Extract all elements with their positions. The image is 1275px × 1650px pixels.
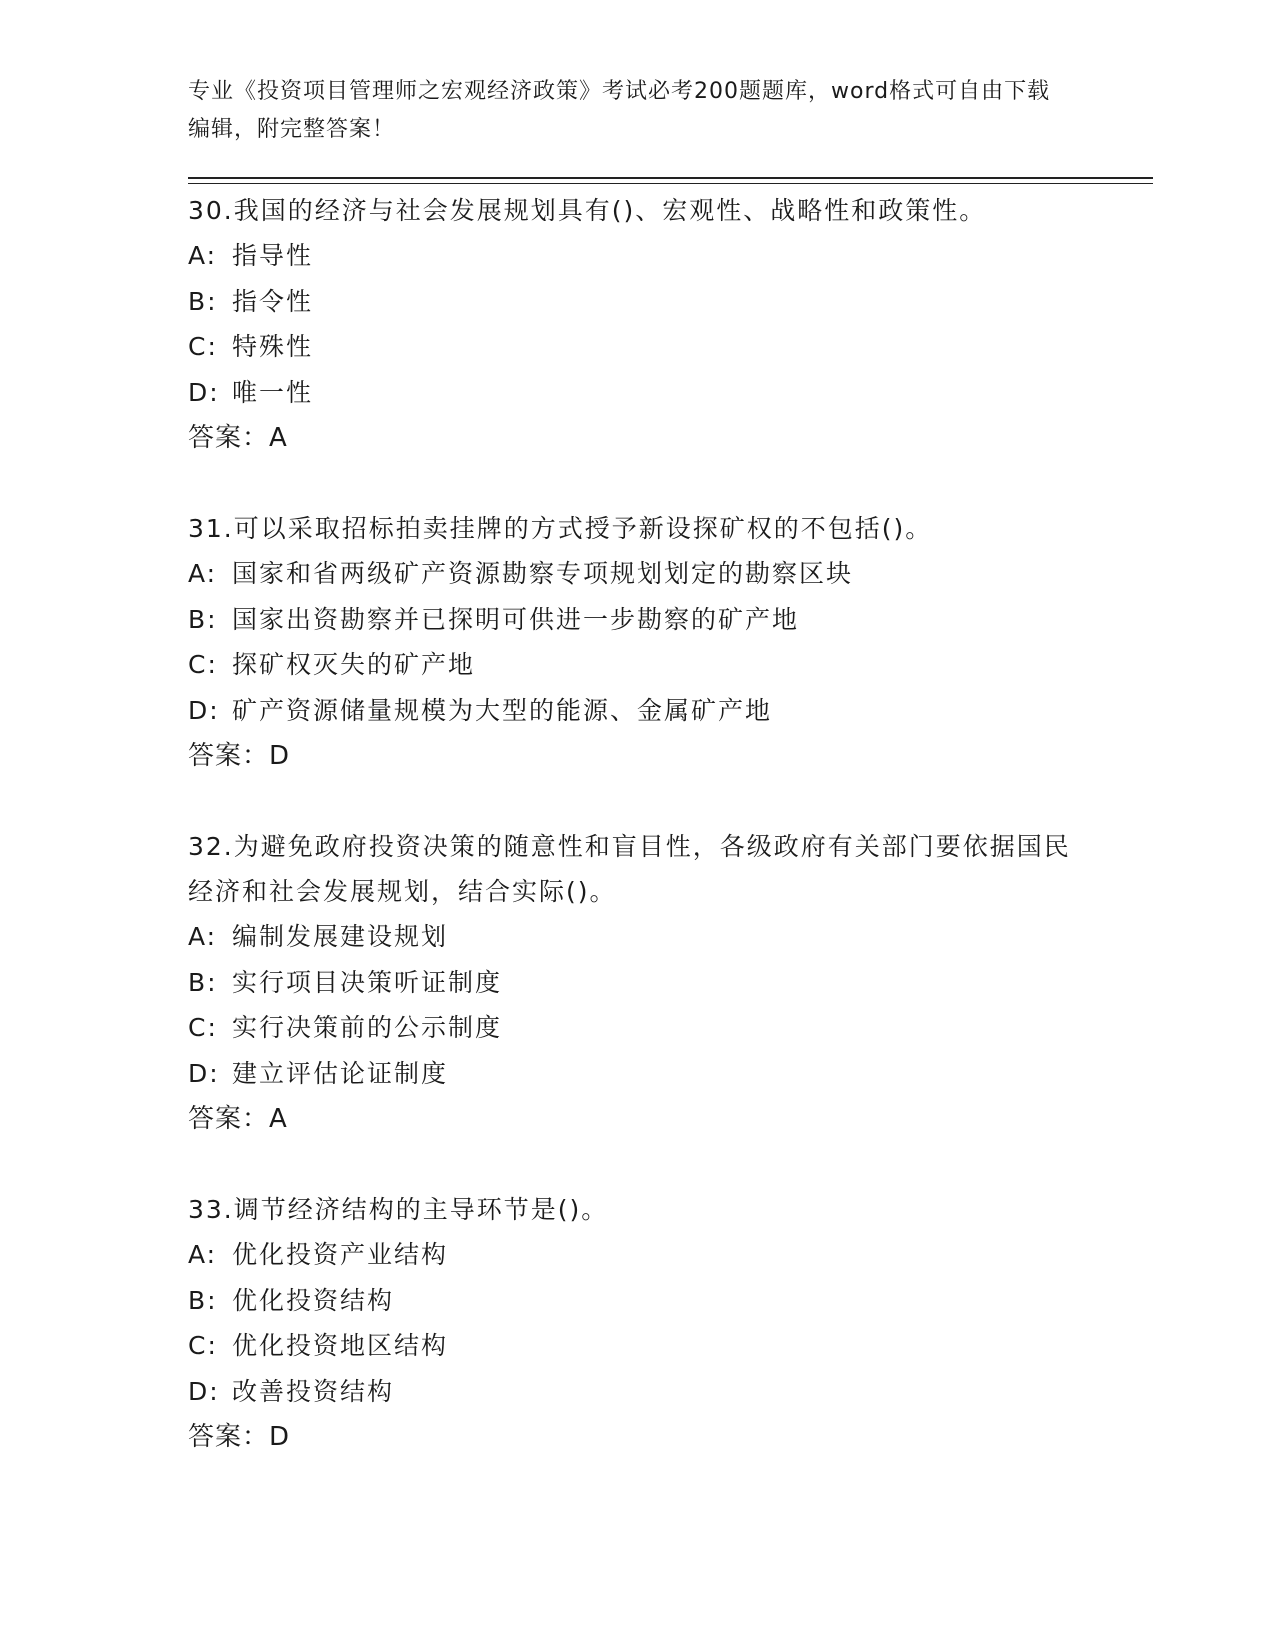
- option-c: [188, 642, 1088, 688]
- option-d: [188, 688, 1088, 734]
- option-letter: D:: [188, 377, 220, 407]
- option-text: 优化投资产业结构: [232, 1240, 449, 1269]
- option-letter: A:: [188, 559, 218, 588]
- option-text: 实行项目决策听证制度: [232, 967, 503, 997]
- option-letter: C:: [188, 1331, 218, 1360]
- question-33: [188, 1187, 1088, 1460]
- question-list: [188, 188, 1088, 1505]
- option-letter: D:: [188, 1058, 220, 1088]
- option-d: [188, 1369, 1088, 1415]
- question-32: [188, 824, 1088, 1142]
- option-letter: D:: [188, 1376, 220, 1406]
- option-text: 建立评估论证制度: [232, 1058, 449, 1088]
- option-letter: A:: [188, 922, 218, 951]
- option-d: [188, 370, 1088, 416]
- option-letter: A:: [188, 1240, 218, 1269]
- option-b: [188, 279, 1088, 325]
- option-letter: D:: [188, 695, 220, 725]
- question-stem: 32.为避免政府投资决策的随意性和盲目性，各级政府有关部门要依据国民经济和社会发展规划，结合实际()。: [188, 832, 1071, 906]
- option-letter: C:: [188, 332, 218, 361]
- option-text: 指令性: [232, 286, 314, 316]
- option-letter: B:: [188, 286, 218, 316]
- option-text: 改善投资结构: [232, 1376, 395, 1406]
- option-text: 探矿权灭失的矿产地: [232, 650, 476, 679]
- option-d: [188, 1051, 1088, 1097]
- option-letter: B:: [188, 604, 218, 634]
- question-stem: 30.我国的经济与社会发展规划具有()、宏观性、战略性和政策性。: [188, 196, 987, 225]
- option-b: [188, 960, 1088, 1006]
- option-letter: B:: [188, 1285, 218, 1315]
- option-a: [188, 1232, 1088, 1278]
- answer-line: 答案：A: [188, 423, 288, 453]
- option-text: 编制发展建设规划: [232, 922, 449, 951]
- header-divider-thin: [188, 183, 1153, 184]
- option-text: 矿产资源储量规模为大型的能源、金属矿产地: [232, 695, 773, 725]
- question-stem: 31.可以采取招标拍卖挂牌的方式授予新设探矿权的不包括()。: [188, 514, 933, 543]
- option-text: 实行决策前的公示制度: [232, 1013, 503, 1042]
- option-b: [188, 1278, 1088, 1324]
- option-a: [188, 551, 1088, 597]
- question-stem: 33.调节经济结构的主导环节是()。: [188, 1195, 609, 1224]
- option-text: 指导性: [232, 241, 314, 270]
- option-letter: A:: [188, 241, 218, 270]
- question-30: [188, 188, 1088, 461]
- option-a: [188, 914, 1088, 960]
- option-text: 特殊性: [232, 332, 314, 361]
- document-intro: 专业《投资项目管理师之宏观经济政策》考试必考200题题库，word格式可自由下载编辑，附完整答案！: [188, 79, 1051, 142]
- option-text: 优化投资结构: [232, 1285, 395, 1315]
- option-b: [188, 597, 1088, 643]
- option-text: 国家出资勘察并已探明可供进一步勘察的矿产地: [232, 604, 800, 634]
- option-c: [188, 324, 1088, 370]
- option-c: [188, 1005, 1088, 1051]
- answer-line: 答案：D: [188, 1422, 291, 1452]
- option-a: [188, 233, 1088, 279]
- question-31: [188, 506, 1088, 779]
- option-letter: C:: [188, 650, 218, 679]
- option-c: [188, 1323, 1088, 1369]
- option-letter: B:: [188, 967, 218, 997]
- option-letter: C:: [188, 1013, 218, 1042]
- answer-line: 答案：D: [188, 741, 291, 771]
- option-text: 唯一性: [232, 377, 314, 407]
- header-divider-thick: [188, 177, 1153, 179]
- option-text: 优化投资地区结构: [232, 1331, 449, 1360]
- answer-line: 答案：A: [188, 1104, 288, 1134]
- option-text: 国家和省两级矿产资源勘察专项规划划定的勘察区块: [232, 559, 854, 588]
